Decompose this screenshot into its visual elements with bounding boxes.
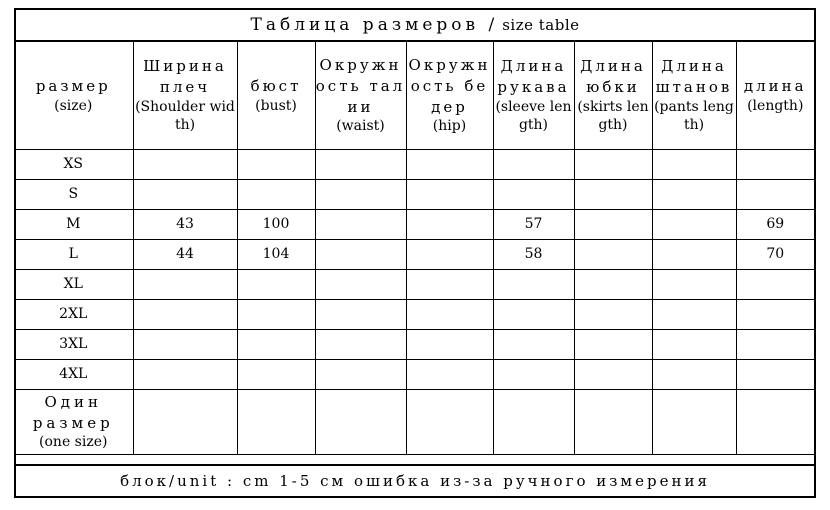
table-row-one-size [14,390,814,455]
table-cell [406,390,493,455]
table-cell [736,390,814,455]
table-cell: 57 [493,210,574,240]
column-header-ru: Ширина плеч [143,56,227,96]
table-cell [736,330,814,360]
table-cell [493,390,574,455]
table-cell [736,360,814,390]
size-label-one-size [14,390,133,455]
column-header-ru: Длина рукава [497,56,570,96]
table-cell [315,150,406,180]
table-cell [493,300,574,330]
table-cell: 100 [237,210,315,240]
table-cell [406,240,493,270]
size-label: XS [14,150,133,180]
table-cell [493,150,574,180]
size-label: 3XL [14,330,133,360]
table-cell [133,330,237,360]
chart-title-en: size table [502,16,580,34]
column-header [652,42,736,150]
column-header-ru: Длина юбки [580,56,646,96]
table-cell [237,180,315,210]
table-cell [574,330,652,360]
column-header-en: (pants length) [654,98,734,134]
table-cell [574,300,652,330]
column-header [237,42,315,150]
table-cell [406,270,493,300]
table-cell [315,330,406,360]
one-size-en: (one size) [39,433,108,450]
header-row [14,42,814,150]
table-cell [315,180,406,210]
table-cell: 70 [736,240,814,270]
table-cell [493,360,574,390]
column-header [14,42,133,150]
table-cell [574,240,652,270]
table-cell [133,180,237,210]
column-header-ru: Длина штанов [655,56,733,96]
table-cell [406,150,493,180]
table-cell [652,180,736,210]
chart-title [16,10,814,42]
size-label: M [14,210,133,240]
table-cell [652,360,736,390]
table-cell: 43 [133,210,237,240]
column-header-en: (size) [54,97,93,114]
size-label: 4XL [14,360,133,390]
column-header-ru: бюст [250,76,302,95]
column-header [493,42,574,150]
table-cell [574,180,652,210]
column-header [133,42,237,150]
table-row [14,150,814,180]
table-cell [315,210,406,240]
table-cell: 58 [493,240,574,270]
column-header-en: (waist) [336,118,385,135]
table-cell [406,300,493,330]
table-cell: 69 [736,210,814,240]
table-cell [574,270,652,300]
table-cell [237,150,315,180]
table-cell [406,330,493,360]
table-cell [652,330,736,360]
table-row [14,270,814,300]
size-label: S [14,180,133,210]
table-cell [406,210,493,240]
table-cell [315,360,406,390]
column-header-en: (Shoulder width) [135,98,235,134]
table-cell [652,210,736,240]
chart-title-ru: Таблица размеров / [250,15,499,35]
size-label: L [14,240,133,270]
table-row [14,210,814,240]
table-cell [237,270,315,300]
table-cell: 104 [237,240,315,270]
table-cell [574,390,652,455]
table-cell [493,180,574,210]
column-header-en: (length) [747,97,804,114]
table-cell: 44 [133,240,237,270]
column-header-ru: Окружность бедер [408,55,491,116]
table-row [14,180,814,210]
table-cell [133,150,237,180]
column-header-ru: длина [743,76,807,95]
table-cell [736,300,814,330]
table-cell [652,390,736,455]
table-cell [237,360,315,390]
table-body [14,150,814,455]
table-cell [574,360,652,390]
table-cell [315,240,406,270]
table-cell [493,270,574,300]
table-cell [574,210,652,240]
table-cell [574,150,652,180]
column-header-ru: размер [35,76,111,95]
column-header [736,42,814,150]
table-cell [133,270,237,300]
table-cell [133,300,237,330]
column-header-en: (hip) [432,118,467,135]
size-chart [14,8,816,498]
table-row [14,330,814,360]
table-cell [652,150,736,180]
table-cell [736,180,814,210]
table-cell [315,270,406,300]
size-label: 2XL [14,300,133,330]
table-row [14,300,814,330]
table-cell [133,390,237,455]
table-cell [406,180,493,210]
table-cell [237,390,315,455]
table-cell [406,360,493,390]
table-cell [493,330,574,360]
table-cell [652,300,736,330]
column-header [406,42,493,150]
table-cell [237,330,315,360]
size-table [14,42,814,455]
table-cell [736,150,814,180]
table-cell [315,390,406,455]
column-header [574,42,652,150]
column-header-ru: Окружность талии [315,55,406,116]
table-cell [237,300,315,330]
table-cell [736,270,814,300]
footer-note: блок/unit : cm 1-5 см ошибка из-за ручного измерения [16,464,814,496]
table-cell [133,360,237,390]
table-cell [315,300,406,330]
table-cell [652,270,736,300]
column-header-en: (bust) [255,97,297,114]
one-size-ru: Один размер [32,393,114,432]
column-header-en: (sleeve length) [495,98,572,134]
table-row [14,360,814,390]
table-cell [652,240,736,270]
size-label: XL [14,270,133,300]
table-row [14,240,814,270]
column-header-en: (skirts length) [577,98,649,134]
column-header [315,42,406,150]
